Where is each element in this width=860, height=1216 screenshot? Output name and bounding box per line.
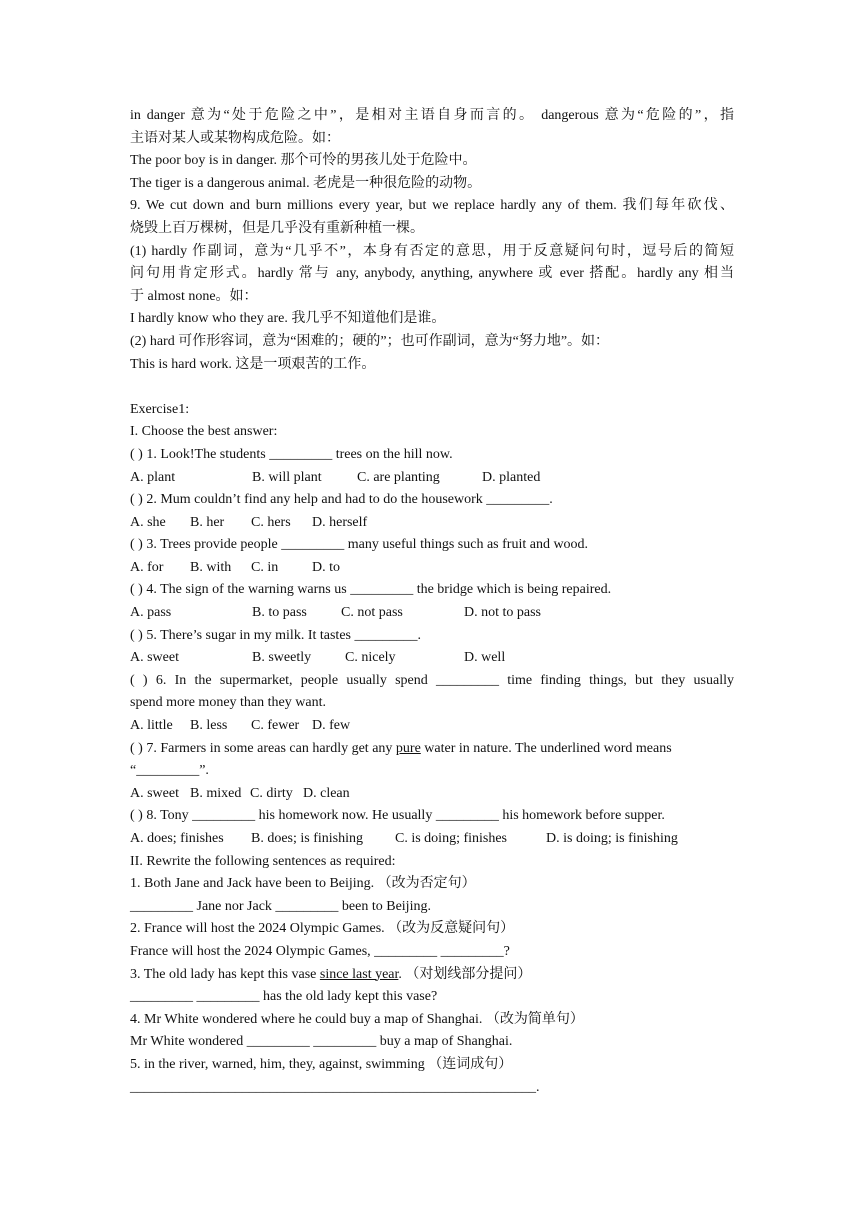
question-4-options	[130, 602, 734, 625]
rewrite-3-pre: 3. The old lady has kept this vase	[130, 966, 320, 982]
option-d: D. planted	[482, 469, 541, 485]
rewrite-2-question: 2. France will host the 2024 Olympic Games. （改为反意疑问句）	[130, 921, 515, 937]
rewrite-2-answer: France will host the 2024 Olympic Games, _________ _________?	[130, 943, 510, 959]
option-c: C. hers	[251, 514, 291, 530]
option-a: A. sweet	[130, 650, 179, 666]
rewrite-3-answer: _________ _________ has the old lady kept this vase?	[130, 989, 438, 1005]
spacer	[130, 376, 734, 399]
option-c: C. is doing; finishes	[395, 831, 508, 846]
rewrite-5-question: 5. in the river, warned, him, they, against, swimming （连词成句）	[130, 1056, 513, 1072]
option-b: B. with	[190, 559, 232, 575]
question-3-stem: ( ) 3. Trees provide people _________ many useful things such as fruit and wood.	[130, 537, 589, 553]
option-a: A. she	[130, 514, 166, 530]
question-7-stem-line-1	[130, 738, 734, 761]
question-2-options	[130, 512, 734, 535]
option-a: A. plant	[130, 469, 176, 485]
option-d: D. to	[312, 559, 340, 575]
question-6-options	[130, 715, 734, 738]
question-1-stem: ( ) 1. Look!The students _________ trees on the hill now.	[130, 446, 453, 462]
example-hardly: I hardly know who they are. 我几乎不知道他们是谁。	[130, 311, 446, 327]
option-b: B. less	[190, 718, 228, 734]
option-a: A. does; finishes	[130, 831, 224, 846]
rewrite-4-question: 4. Mr White wondered where he could buy a map of Shanghai. （改为简单句）	[130, 1011, 584, 1027]
part-1-title: I. Choose the best answer:	[130, 424, 278, 440]
note-hardly-line-2: 问句用肯定形式。hardly 常与 any, anybody, anything, anywhere 或 ever 搭配。hardly any 相当	[130, 266, 734, 282]
option-c: C. not pass	[341, 605, 403, 621]
question-7-stem-line-2: “_________”.	[130, 763, 209, 779]
option-c: C. in	[251, 559, 279, 575]
example-poor-boy: The poor boy is in danger. 那个可怜的男孩儿处于危险中。	[130, 153, 477, 169]
option-b: B. her	[190, 514, 225, 530]
question-7-stem-pre: ( ) 7. Farmers in some areas can hardly get any	[130, 740, 396, 756]
option-b: B. to pass	[252, 605, 307, 621]
rewrite-1-answer: _________ Jane nor Jack _________ been to Beijing.	[130, 898, 431, 914]
question-8-stem: ( ) 8. Tony _________ his homework now. He usually _________ his homework before supper.	[130, 808, 665, 824]
option-a: A. pass	[130, 605, 172, 621]
question-5-options	[130, 647, 734, 670]
note-hardly-line-1: (1) hardly 作副词，意为“几乎不”，本身有否定的意思，用于反意疑问句时，逗号后的简短	[130, 243, 734, 259]
option-a: A. for	[130, 559, 164, 575]
question-2-stem: ( ) 2. Mum couldn’t find any help and had to do the housework _________.	[130, 492, 553, 508]
underlined-word: pure	[395, 740, 421, 756]
option-d: D. few	[312, 718, 351, 734]
rewrite-5-answer: __________________________________________________________.	[130, 1079, 540, 1095]
option-b: B. mixed	[190, 785, 242, 801]
exercise-title: Exercise1:	[130, 401, 190, 417]
example-tiger: The tiger is a dangerous animal. 老虎是一种很危险的动物。	[130, 175, 482, 191]
option-b: B. will plant	[252, 469, 322, 485]
note-hard-line-1: (2) hard 可作形容词，意为“困难的；硬的”；也可作副词，意为“努力地”。如：	[130, 333, 610, 349]
item-9-line-2: 烧毁上百万棵树，但是几乎没有重新种植一棵。	[130, 220, 424, 236]
note-in-danger-line-2: 主语对某人或某物构成危险。如：	[130, 130, 340, 146]
question-5-stem: ( ) 5. There’s sugar in my milk. It tastes _________.	[130, 627, 421, 643]
rewrite-3-post: . （对划线部分提问）	[398, 966, 532, 982]
question-7-stem-post: water in nature. The underlined word means	[420, 740, 672, 756]
question-3-options	[130, 557, 734, 580]
option-d: D. clean	[303, 785, 350, 801]
option-d: D. herself	[312, 514, 368, 530]
option-b: B. sweetly	[252, 650, 312, 666]
rewrite-1-question: 1. Both Jane and Jack have been to Beijing. （改为否定句）	[130, 876, 476, 892]
option-a: A. sweet	[130, 785, 179, 801]
question-8-options	[130, 828, 734, 851]
question-6-stem-line-2: spend more money than they want.	[130, 695, 326, 711]
part-2-title: II. Rewrite the following sentences as required:	[130, 853, 396, 869]
option-a: A. little	[130, 718, 173, 734]
item-9-line-1: 9. We cut down and burn millions every year, but we replace hardly any of them. 我们每年砍伐、	[130, 198, 734, 214]
question-7-options	[130, 783, 734, 806]
option-c: C. dirty	[250, 785, 293, 801]
option-b: B. does; is finishing	[251, 831, 364, 846]
document-body	[130, 105, 734, 1099]
option-c: C. are planting	[357, 469, 440, 485]
note-in-danger-line-1: in danger 意为“处于危险之中”，是相对主语自身而言的。 dangerous 意为“危险的”，指	[130, 108, 734, 123]
option-c: C. fewer	[251, 718, 300, 734]
underlined-phrase: since last year	[319, 966, 399, 982]
option-d: D. well	[464, 650, 506, 666]
option-d: D. not to pass	[464, 605, 541, 621]
option-d: D. is doing; is finishing	[546, 831, 678, 846]
option-c: C. nicely	[345, 650, 396, 666]
example-hard: This is hard work. 这是一项艰苦的工作。	[130, 356, 376, 372]
question-1-options	[130, 467, 734, 490]
note-hardly-line-3: 于 almost none。如：	[130, 288, 258, 304]
rewrite-4-answer: Mr White wondered _________ _________ buy a map of Shanghai.	[130, 1034, 513, 1050]
rewrite-3-question	[130, 964, 734, 987]
question-4-stem: ( ) 4. The sign of the warning warns us _________ the bridge which is being repaired.	[130, 582, 612, 598]
question-6-stem-line-1: ( ) 6. In the supermarket, people usually spend _________ time finding things, but they usually	[130, 672, 734, 688]
